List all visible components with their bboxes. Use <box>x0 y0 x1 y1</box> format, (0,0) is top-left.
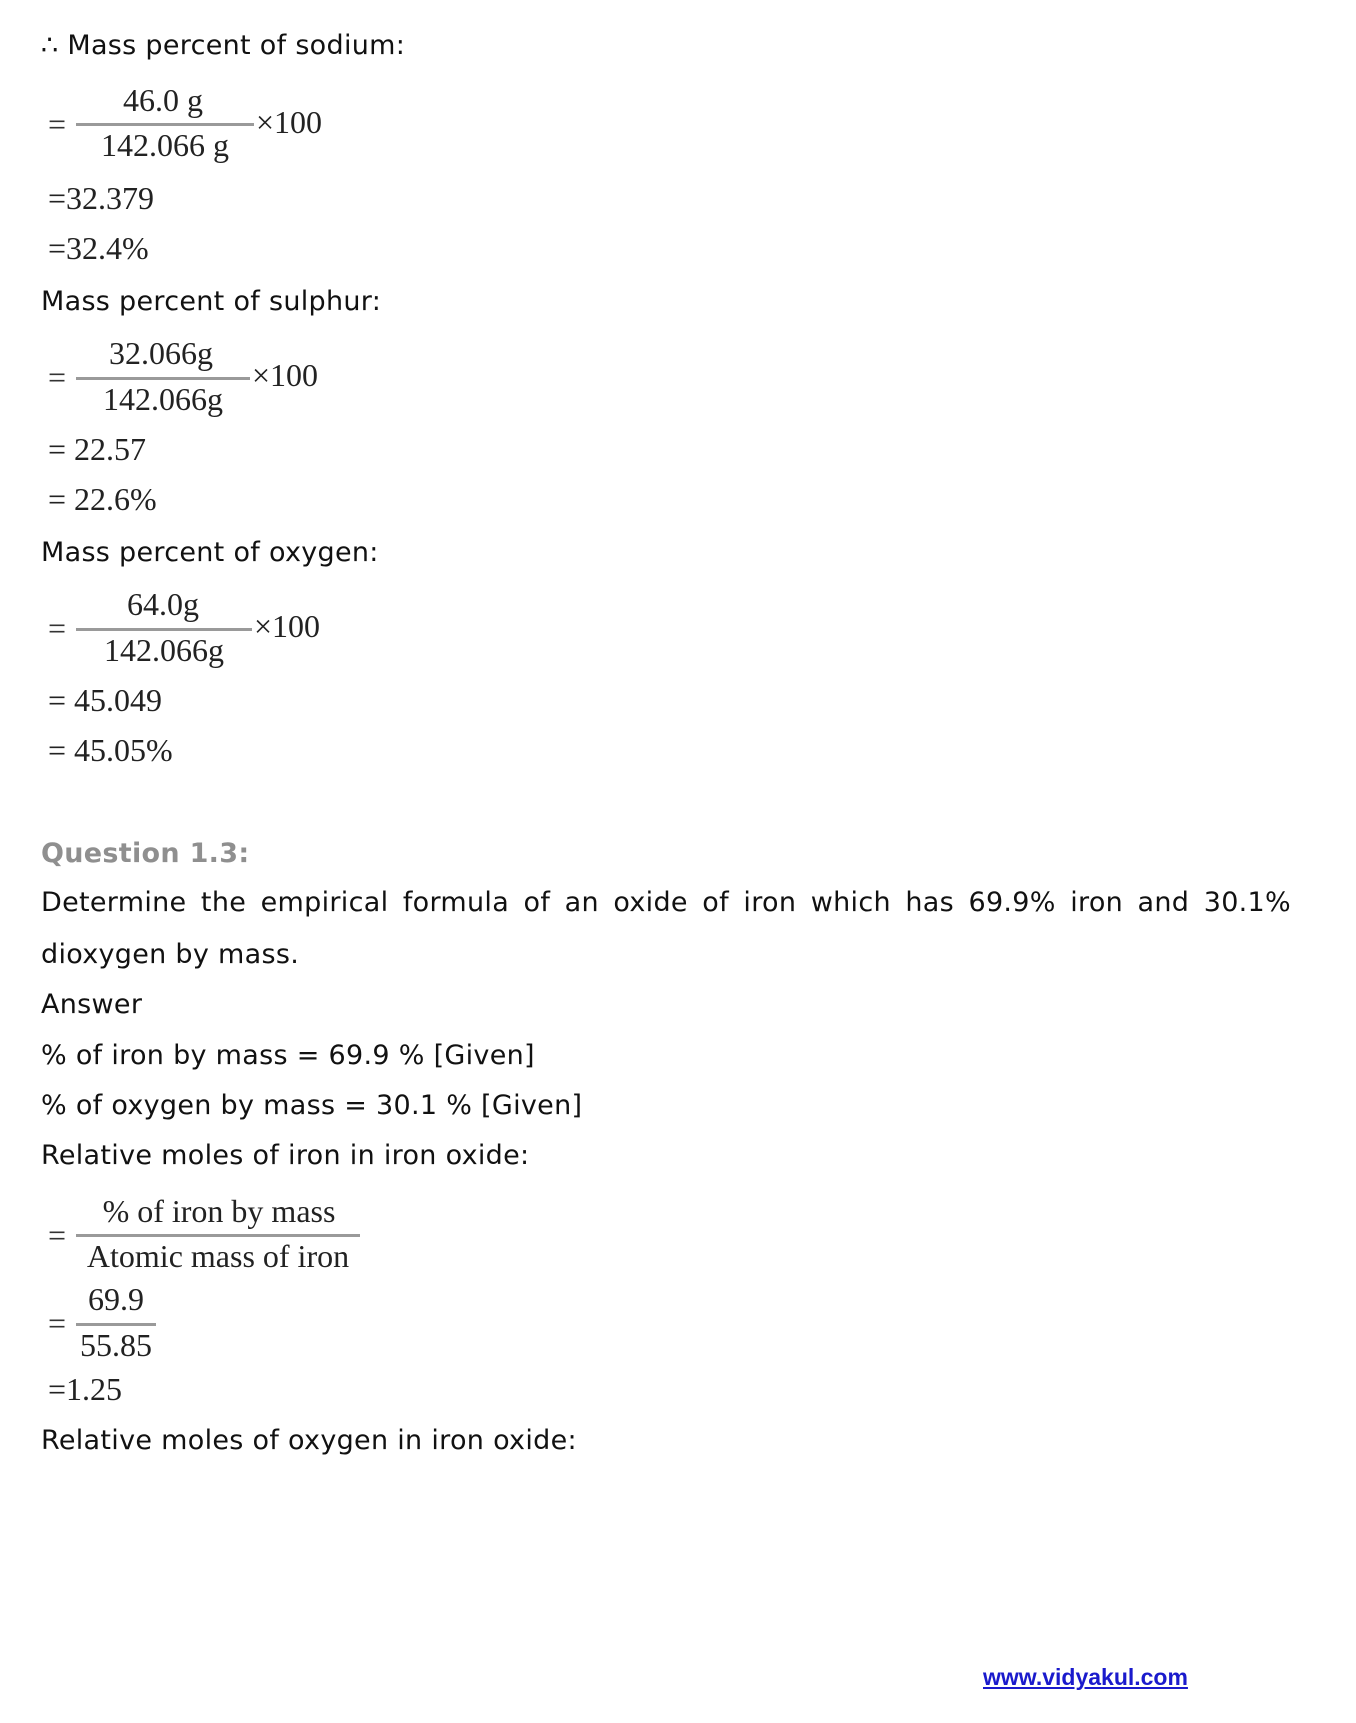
formula-numerator: % of iron by mass <box>102 1193 336 1229</box>
footer-website-link[interactable]: www.vidyakul.com <box>983 1664 1188 1690</box>
value-denominator: 55.85 <box>80 1327 152 1363</box>
sodium-heading: ∴ Mass percent of sodium: <box>41 30 406 61</box>
answer-label: Answer <box>41 989 143 1020</box>
sodium-denominator: 142.066 g <box>101 127 229 163</box>
formula-denominator: Atomic mass of iron <box>86 1238 350 1274</box>
sulphur-denominator: 142.066g <box>103 381 223 417</box>
sulphur-heading: Mass percent of sulphur: <box>41 286 382 317</box>
fraction-bar <box>76 1323 156 1326</box>
iron-moles-heading: Relative moles of iron in iron oxide: <box>41 1140 530 1171</box>
sodium-result-raw: =32.379 <box>48 180 155 216</box>
equals-sign: = <box>48 610 67 646</box>
equals-sign: = <box>48 1217 67 1253</box>
question-text-line1: Determine the empirical formula of an oxide of iron which has 69.9% iron and 30.1% <box>41 887 1291 918</box>
sulphur-multiplier: ×100 <box>252 357 319 393</box>
question-text-line2: dioxygen by mass. <box>41 939 300 970</box>
fraction-bar <box>76 123 254 126</box>
oxygen-denominator: 142.066g <box>104 632 224 668</box>
iron-moles-result: =1.25 <box>48 1371 123 1407</box>
fraction-bar <box>76 1234 360 1237</box>
sulphur-result-raw: = 22.57 <box>48 431 147 467</box>
question-title: Question 1.3: <box>41 838 250 869</box>
sulphur-result-percent: = 22.6% <box>48 481 157 517</box>
equals-sign: = <box>48 106 67 142</box>
sulphur-numerator: 32.066g <box>109 335 213 371</box>
oxygen-moles-heading: Relative moles of oxygen in iron oxide: <box>41 1425 577 1456</box>
given-iron: % of iron by mass = 69.9 % [Given] <box>41 1040 535 1071</box>
fraction-bar <box>76 628 252 631</box>
given-oxygen: % of oxygen by mass = 30.1 % [Given] <box>41 1090 583 1121</box>
oxygen-heading: Mass percent of oxygen: <box>41 537 379 568</box>
sodium-multiplier: ×100 <box>256 104 323 140</box>
oxygen-result-percent: = 45.05% <box>48 732 173 768</box>
sodium-numerator: 46.0 g <box>123 82 203 118</box>
equals-sign: = <box>48 359 67 395</box>
oxygen-result-raw: = 45.049 <box>48 682 163 718</box>
oxygen-multiplier: ×100 <box>254 608 321 644</box>
fraction-bar <box>76 377 250 380</box>
value-numerator: 69.9 <box>88 1281 144 1317</box>
equals-sign: = <box>48 1305 67 1341</box>
sodium-result-percent: =32.4% <box>48 230 149 266</box>
oxygen-numerator: 64.0g <box>127 586 199 622</box>
